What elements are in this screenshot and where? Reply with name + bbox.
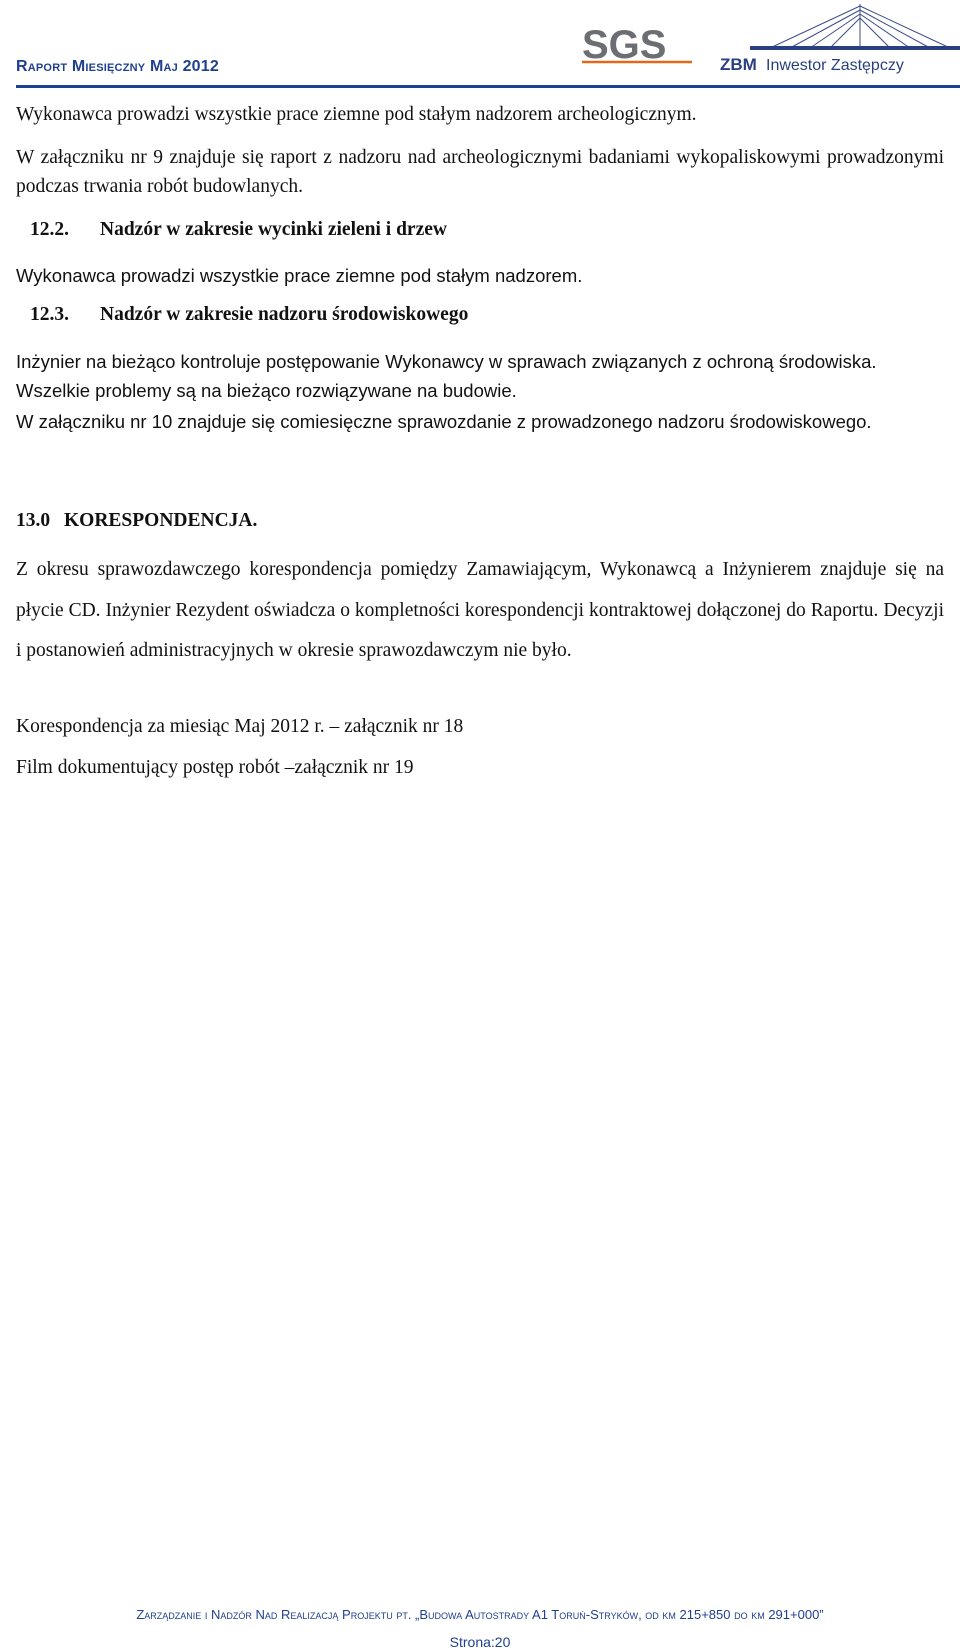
- sgs-logo: [582, 16, 692, 78]
- section-number-12-2: 12.2.: [30, 219, 69, 240]
- footer-project-title: Zarządzanie i Nadzór Nad Realizacją Projektu pt. „Budowa Autostrady A1 Toruń-Stryków, od km 215+850 do km 291+000”: [136, 1607, 824, 1622]
- section-number-13: 13.0: [16, 510, 51, 531]
- paragraph-correspondence: Z okresu sprawozdawczego korespondencja pomiędzy Zamawiającym, Wykonawcą a Inżynierem znajduje się na płycie CD. Inżynier Rezydent oświadcza o kompletności korespondencji kontraktowej dołączonej do Raportu. Decyzji i postanowień administracyjnych w okresie sprawozdawczym nie było.: [16, 559, 944, 661]
- paragraph-attachment-19: Film dokumentujący postęp robót –załącznik nr 19: [16, 757, 414, 778]
- zbm-logo-text: ZBM: [720, 55, 757, 74]
- paragraph-attachment-9: W załączniku nr 9 znajduje się raport z nadzoru nad archeologicznymi badaniami wykopaliskowymi prowadzonymi podczas trwania robót budowlanych.: [16, 147, 944, 197]
- report-header-title: Raport Miesięczny Maj 2012: [16, 58, 219, 75]
- paragraph-attachment-10: W załączniku nr 10 znajduje się comiesięczne sprawozdanie z prowadzonego nadzoru środowiskowego.: [16, 411, 872, 432]
- section-title-12-2: Nadzór w zakresie wycinki zieleni i drzew: [100, 219, 447, 240]
- section-title-12-3: Nadzór w zakresie nadzoru środowiskowego: [100, 304, 469, 325]
- paragraph-archaeology: Wykonawca prowadzi wszystkie prace ziemne pod stałym nadzorem archeologicznym.: [16, 104, 697, 125]
- page-label: Strona:: [449, 1634, 495, 1650]
- zbm-logo: [720, 0, 960, 82]
- section-title-13: KORESPONDENCJA.: [64, 510, 258, 531]
- zbm-tagline: Inwestor Zastępczy: [766, 57, 904, 74]
- page-number-value: 20: [494, 1634, 511, 1650]
- paragraph-attachment-18: Korespondencja za miesiąc Maj 2012 r. – załącznik nr 18: [16, 716, 464, 737]
- paragraph-greenery: Wykonawca prowadzi wszystkie prace ziemne pod stałym nadzorem.: [16, 265, 583, 286]
- sgs-logo-text: SGS: [582, 23, 667, 67]
- section-number-12-3: 12.3.: [30, 304, 69, 325]
- paragraph-environment: Inżynier na bieżąco kontroluje postępowanie Wykonawcy w sprawach związanych z ochroną środowiska. Wszelkie problemy są na bieżąco rozwiązywane na budowie.: [16, 351, 877, 401]
- page-number: [0, 1634, 960, 1650]
- header-rule: [16, 85, 960, 88]
